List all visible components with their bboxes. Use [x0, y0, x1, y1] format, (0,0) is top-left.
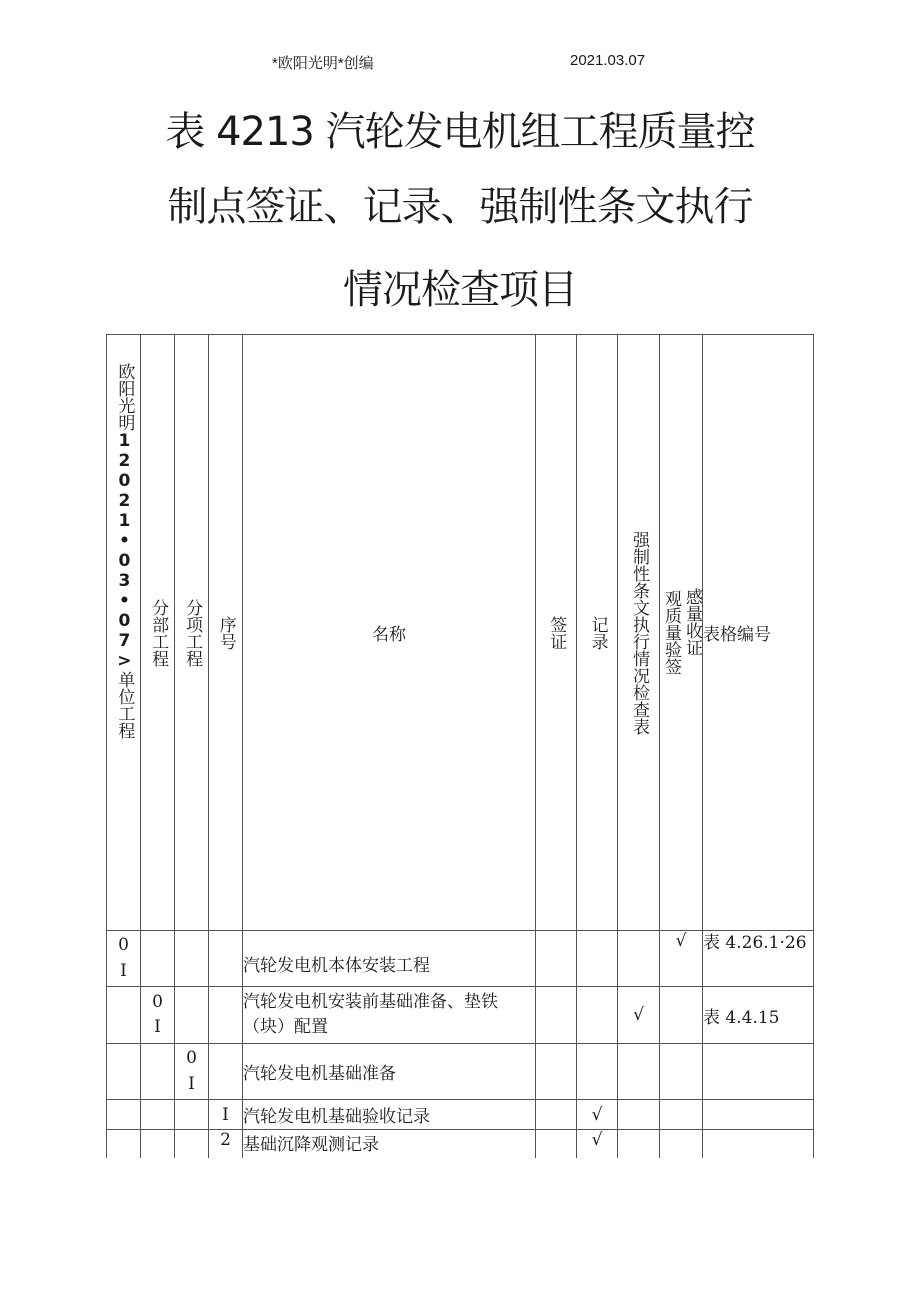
row4-seq: I — [209, 1100, 243, 1130]
row2-name: 汽轮发电机安装前基础准备、垫铁（块）配置 — [243, 987, 536, 1044]
header-record: 记录 — [577, 335, 618, 931]
row2-division: 0 I — [141, 987, 175, 1044]
table-row — [107, 931, 814, 987]
quality-col-b: 感量收证 — [682, 588, 702, 656]
header-author: *欧阳光明*创编 — [272, 55, 374, 72]
header-subitem: 分项工程 — [175, 335, 209, 931]
row3-name: 汽轮发电机基础准备 — [243, 1044, 536, 1100]
table-row — [107, 1044, 814, 1100]
header-quality — [660, 335, 703, 931]
inspection-table — [106, 334, 814, 1158]
row2-mandatory-check: √ — [618, 987, 660, 1044]
title-line-3: 情况检查项目 — [343, 267, 577, 313]
title-line-1: 表 4213 汽轮发电机组工程质量控 — [165, 109, 755, 155]
row4-name: 汽轮发电机基础验收记录 — [243, 1100, 536, 1130]
row1-quality-check: √ — [660, 931, 703, 987]
header-unit-project — [107, 335, 141, 931]
unit-prefix: 欧阳光明 — [114, 363, 135, 431]
row1-name: 汽轮发电机本体安装工程 — [243, 931, 536, 987]
table-row — [107, 987, 814, 1044]
header-mandatory: 强制性条文执行情况检查表 — [618, 335, 660, 931]
unit-date: 12021•03•07> — [114, 431, 135, 671]
unit-suffix: 单位工程 — [114, 671, 135, 739]
row5-record-check: √ — [577, 1130, 618, 1158]
row2-form: 表 4.4.15 — [703, 987, 814, 1044]
row4-record-check: √ — [577, 1100, 618, 1130]
header-seq: 序号 — [209, 335, 243, 931]
header-name: 名称 — [243, 335, 536, 931]
quality-col-a: 观质量验签 — [661, 590, 681, 675]
row1-form: 表 4.26.1·26 — [703, 931, 814, 987]
header-division: 分部工程 — [141, 335, 175, 931]
row1-unit: 0 I — [107, 931, 141, 987]
table-row — [107, 1130, 814, 1158]
table-header-row — [107, 335, 814, 931]
title-line-2: 制点签证、记录、强制性条文执行 — [167, 184, 753, 230]
header-sign: 签证 — [536, 335, 577, 931]
header-date: 2021.03.07 — [570, 52, 646, 69]
header-form-number: 表格编号 — [703, 335, 814, 931]
table-row — [107, 1100, 814, 1130]
row5-seq: 2 — [209, 1130, 243, 1158]
row3-subitem: 0 I — [175, 1044, 209, 1100]
row5-name: 基础沉降观测记录 — [243, 1130, 536, 1158]
